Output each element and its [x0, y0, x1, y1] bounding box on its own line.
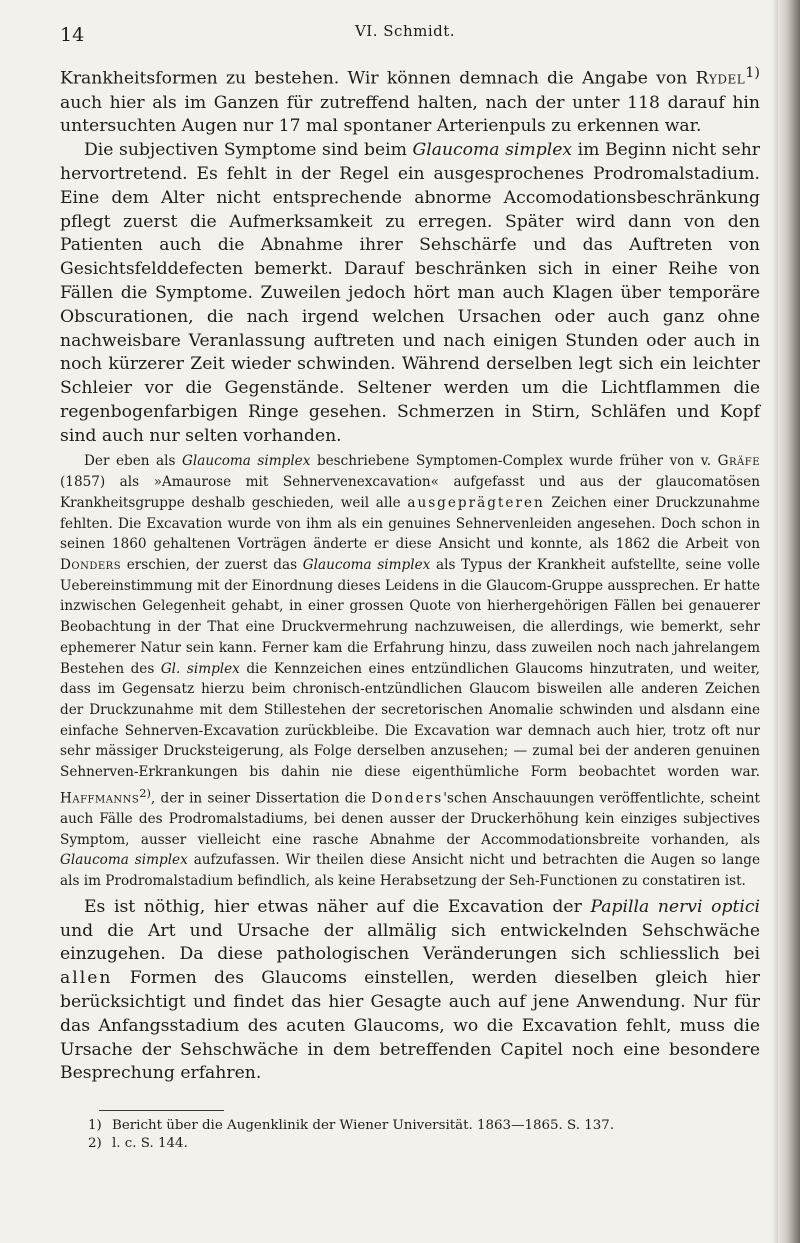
- footnote-ref: 1): [745, 65, 760, 81]
- footnote-divider: [99, 1110, 224, 1111]
- paragraph-3: Es ist nöthig, hier etwas näher auf die Excavation der Papilla nervi optici und die Art und Ursache der allmälig sich entwickelnden Sehschwäche einzugehen. Da diese pathologischen Veränderungen sich schliesslich bei allen Formen des Glaucoms einstellen, werden dieselben gleich hier berücksichtigt und findet das hier Gesagte auch auf jene Anwendung. Nur für das Anfangsstadium des acuten Glaucoms, wo die Excavation fehlt, muss die Ursache der Sehschwäche in dem betreffenden Capitel noch eine besondere Besprechung erfahren.: [60, 896, 761, 1084]
- page-header: [60, 20, 750, 50]
- page-edge: [778, 0, 800, 1243]
- page-number: 14: [60, 24, 85, 46]
- spaced-emphasis: allen: [60, 968, 113, 989]
- footnote-mark: 1): [88, 1118, 102, 1133]
- author-name: Rydel: [695, 68, 746, 89]
- spaced-emphasis: ausgeprägteren: [407, 494, 545, 511]
- spaced-emphasis: Donders: [371, 790, 444, 807]
- term: Papilla nervi optici: [590, 896, 761, 917]
- term: Glaucoma simplex: [60, 852, 188, 869]
- page-body: [60, 62, 760, 1086]
- footnote-1: [88, 1117, 728, 1135]
- term: Gl. simplex: [160, 660, 240, 677]
- running-head: VI. Schmidt.: [354, 22, 456, 40]
- footnote-ref: 2): [139, 785, 151, 800]
- author-name: Gräfe: [717, 453, 761, 470]
- term: Glaucoma simplex: [182, 453, 311, 470]
- paragraph-1: Krankheitsformen zu bestehen. Wir können demnach die Angabe von Rydel$^{1)}$ auch hier als im Ganzen für zutreffend halten, nach der unter 118 darauf hin untersuchten Augen nur 17 mal spontaner Arterienpuls zu erkennen war.: [60, 65, 760, 137]
- author-name: Donders: [60, 557, 122, 573]
- term: Glaucoma simplex: [412, 140, 573, 161]
- footnote-text: l. c. S. 144.: [112, 1136, 188, 1151]
- footnote-mark: 2): [88, 1136, 102, 1151]
- footnote-text: Bericht über die Augenklinik der Wiener Universität. 1863—1865. S. 137.: [112, 1118, 615, 1133]
- author-name: Haffmanns: [60, 790, 140, 807]
- footnote-2: [88, 1135, 728, 1153]
- footnotes: [88, 1117, 728, 1153]
- term: Glaucoma simplex: [302, 557, 431, 573]
- page-edge-shadow: [772, 0, 778, 1243]
- paragraph-2: Die subjectiven Symptome sind beim Glaucoma simplex im Beginn nicht sehr hervortretend. Es fehlt in der Regel ein ausgesprochenes Prodromalstadium. Eine dem Alter nicht entsprechende abnorme Accomodationsbeschränkung pflegt zuerst die Aufmerksamkeit zu erregen. Später wird dann von den Patienten auch die Abnahme ihrer Sehschärfe und das Auftreten von Gesichtsfelddefecten bemerkt. Darauf beschränken sich in einer Reihe von Fällen die Symptome. Zuweilen jedoch hört man auch Klagen über temporäre Obscurationen, die nach irgend welchen Ursachen oder auch ganz ohne nachweisbare Veranlassung auftreten und nach einigen Stunden oder auch in noch kürzerer Zeit wieder schwinden. Während derselben legt sich ein leichter Schleier vor die Gegenstände. Seltener werden um die Lichtflammen die regenbogenfarbigen Ringe gesehen. Schmerzen in Stirn, Schläfen und Kopf sind auch nur selten vorhanden.: [60, 140, 760, 446]
- small-print-paragraph: Der eben als Glaucoma simplex beschriebene Symptomen-Complex wurde früher von v. Gräfe (1857) als »Amaurose mit Sehnervenexcavation« aufgefasst und aus der glaucomatösen Krankheitsgruppe deshalb geschieden, weil alle ausgeprägteren Zeichen einer Druckzunahme fehlten. Die Excavation wurde von ihm als ein genuines Sehnervenleiden angesehen. Doch schon in seinen 1860 gehaltenen Vorträgen änderte er diese Ansicht und konnte, als 1862 die Arbeit von Donders erschien, der zuerst das Glaucoma simplex als Typus der Krankheit aufstellte, seine volle Uebereinstimmung mit der Einordnung dieses Leidens in die Glaucom-Gruppe aussprechen. Er hatte inzwischen Gelegenheit gehabt, in einer grossen Quote von hierhergehörigen Fällen bei genauerer Beobachtung in der That eine Druckvermehrung nachzuweisen, die allerdings, wie bemerkt, sehr ephemerer Natur sein kann. Ferner kam die Erfahrung hinzu, dass zuweilen noch nach jahrelangem Bestehen des Gl. simplex die Kennzeichen eines entzündlichen Glaucoms hinzutraten, und weiter, dass im Gegensatz hierzu beim chronisch-entzündlichen Glaucom bisweilen alle anderen Zeichen der Druckzunahme mit dem Stillestehen der secretorischen Anomalie schwinden und alsdann eine einfache Sehnerven-Excavation zurückbleibe. Die Excavation war demnach auch hier, trotz oft nur sehr mässiger Drucksteigerung, als Folge derselben anzusehen; — zumal bei der anderen genuinen Sehnerven-Erkrankungen bis dahin nie diese eigenthümliche Form beobachtet worden war. Haffmanns$^{2)}$, der in seiner Dissertation die Donders'schen Anschauungen veröffentlichte, scheint auch Fälle des Prodromalstadiums, bei denen ausser der Druckerhöhung kein einziges subjectives Symptom, ausser vielleicht eine rasche Abnahme der Accommodationsbreite vorhanden, als Glaucoma simplex aufzufassen. Wir theilen diese Ansicht nicht und betrachten die Augen so lange als im Prodromalstadium befindlich, als keine Herabsetzung der Seh-Functionen zu constatiren ist.: [60, 453, 761, 890]
